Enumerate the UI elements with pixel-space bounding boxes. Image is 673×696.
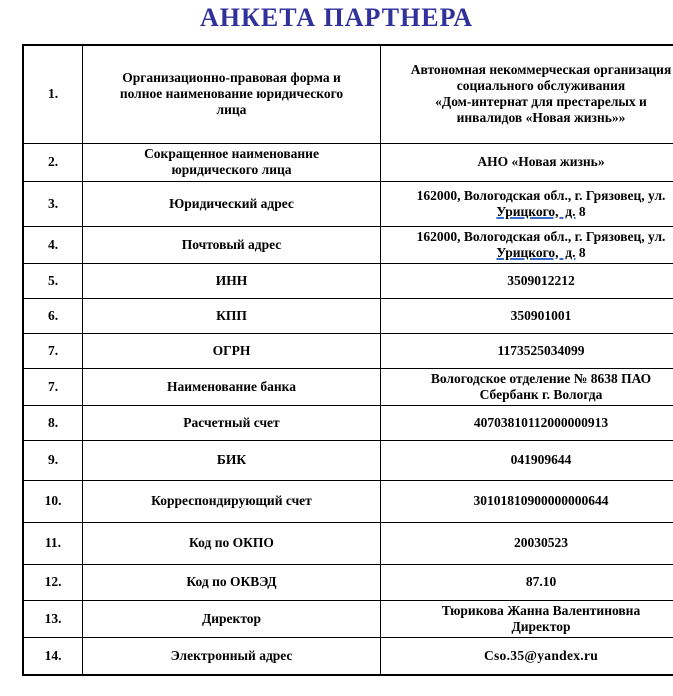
row-label-cell: КПП [83, 298, 381, 333]
page-title: АНКЕТА ПАРТНЕРА [200, 3, 473, 32]
row-number-cell: 11. [23, 522, 83, 564]
row-value-cell: 87.10 [381, 564, 673, 600]
table-row [23, 405, 673, 440]
table-row [23, 637, 673, 675]
row-number-cell: 13. [23, 600, 83, 637]
row-label-cell: Организационно-правовая форма и полное наименование юридического лица [83, 45, 381, 143]
partner-table [22, 44, 673, 676]
row-number-cell: 5. [23, 263, 83, 298]
row-label-cell: Почтовый адрес [83, 226, 381, 263]
table-row [23, 368, 673, 405]
row-label-cell: ИНН [83, 263, 381, 298]
row-label-cell: Расчетный счет [83, 405, 381, 440]
row-number-cell: 7. [23, 333, 83, 368]
row-value-cell: 3509012212 [381, 263, 673, 298]
row-number-cell: 4. [23, 226, 83, 263]
table-row [23, 522, 673, 564]
row-value-cell: Автономная некоммерческая организация социального обслуживания «Дом-интернат для престарелых и инвалидов «Новая жизнь»» [381, 45, 673, 143]
row-value-cell: Вологодское отделение № 8638 ПАО Сбербанк г. Вологда [381, 368, 673, 405]
row-label-cell: Код по ОКПО [83, 522, 381, 564]
row-number-cell: 6. [23, 298, 83, 333]
row-value-cell: 350901001 [381, 298, 673, 333]
row-label-cell: ОГРН [83, 333, 381, 368]
row-value-cell: 20030523 [381, 522, 673, 564]
table-row [23, 181, 673, 226]
table-row [23, 45, 673, 143]
row-number-cell: 10. [23, 480, 83, 522]
table-row [23, 440, 673, 480]
row-value-email-cell: Cso.35@yandex.ru [381, 637, 673, 675]
row-value-cell: 40703810112000000913 [381, 405, 673, 440]
table-row [23, 226, 673, 263]
address-link[interactable]: Урицкого, д. [496, 244, 576, 260]
row-number-cell: 1. [23, 45, 83, 143]
address-link[interactable]: Урицкого, д. [496, 203, 576, 219]
row-value-cell: 30101810900000000644 [381, 480, 673, 522]
row-label-cell: Код по ОКВЭД [83, 564, 381, 600]
row-label-cell: Юридический адрес [83, 181, 381, 226]
partner-table-body [23, 45, 673, 675]
row-number-cell: 3. [23, 181, 83, 226]
table-row [23, 143, 673, 181]
row-number-cell: 9. [23, 440, 83, 480]
row-number-cell: 8. [23, 405, 83, 440]
row-value-cell: 1173525034099 [381, 333, 673, 368]
row-label-cell: Сокращенное наименование юридического лица [83, 143, 381, 181]
table-row [23, 600, 673, 637]
row-value-cell: 162000, Вологодская обл., г. Грязовец, ул. Урицкого, д. 8 [381, 181, 673, 226]
row-number-cell: 2. [23, 143, 83, 181]
row-value-cell: 162000, Вологодская обл., г. Грязовец, ул. Урицкого, д. 8 [381, 226, 673, 263]
row-number-cell: 14. [23, 637, 83, 675]
row-number-cell: 7. [23, 368, 83, 405]
row-number-cell: 12. [23, 564, 83, 600]
row-value-cell: 041909644 [381, 440, 673, 480]
row-value-cell: АНО «Новая жизнь» [381, 143, 673, 181]
partner-questionnaire-document [0, 4, 673, 676]
table-row [23, 564, 673, 600]
table-row [23, 333, 673, 368]
table-row [23, 298, 673, 333]
row-label-cell: Корреспондирующий счет [83, 480, 381, 522]
row-label-cell: Электронный адрес [83, 637, 381, 675]
row-value-cell: Тюрикова Жанна Валентиновна Директор [381, 600, 673, 637]
row-label-cell: БИК [83, 440, 381, 480]
row-label-cell: Наименование банка [83, 368, 381, 405]
table-row [23, 263, 673, 298]
table-row [23, 480, 673, 522]
row-label-cell: Директор [83, 600, 381, 637]
